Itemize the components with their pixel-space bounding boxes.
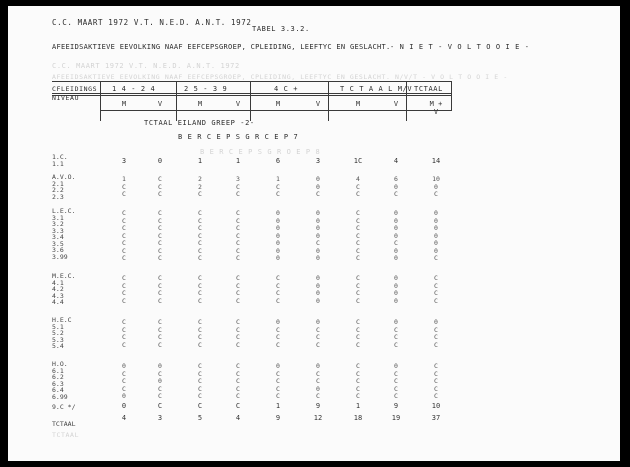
- table-cell: 0 0 0 0: [394, 274, 398, 305]
- sex-col-header: M + V: [429, 100, 443, 116]
- ghost-subtitle: B E R C E P S G R O E P 8: [200, 148, 321, 156]
- onbekend-cell: C: [235, 402, 241, 410]
- table-cell: C C C C: [158, 318, 162, 349]
- ghost-totaal-label: TCTAAL: [52, 431, 80, 439]
- header-rule-bottom: [100, 110, 452, 111]
- table-cell: C C C C C C C: [122, 209, 126, 262]
- totaal-cell: 4: [235, 414, 241, 422]
- table-cell: C C C C: [356, 318, 360, 349]
- table-cell: C C C C: [434, 274, 438, 305]
- table-cell: C C C C: [122, 274, 126, 305]
- totaal-header: TCTAAL: [414, 85, 443, 93]
- subtitle-beroepsgroep: B E R C E P S G R C E P 7: [178, 133, 299, 141]
- age-group-totaal-mv: T C T A A L M/V: [340, 85, 413, 93]
- onbekend-cell: 0: [121, 402, 127, 410]
- group-label: H.E.C 5.1 5.2 5.3 5.4: [52, 316, 72, 350]
- header-line-1: C.C. MAART 1972 V.T. N.E.D. A.N.T. 1972: [52, 18, 252, 27]
- table-cell: 0 C C C: [434, 318, 438, 349]
- header-rule-top: [52, 81, 452, 82]
- totaal-cell: 4: [121, 414, 127, 422]
- table-cell: 0 C C C 0: [122, 362, 126, 400]
- table-cell: C C C C: [158, 274, 162, 305]
- onbekend-cell: 1: [355, 402, 361, 410]
- age-group-25-39: 2 5 - 3 9: [184, 85, 228, 93]
- totaal-cell: 37: [431, 414, 441, 422]
- sex-col-header: M: [275, 100, 281, 108]
- table-cell: C C C C: [356, 274, 360, 305]
- table-cell: C C C C C: [236, 362, 240, 400]
- totaal-cell: 5: [197, 414, 203, 422]
- table-cell: C C C C: [276, 274, 280, 305]
- sex-col-header: V: [235, 100, 241, 108]
- sex-col-header: M: [355, 100, 361, 108]
- header-rule-mid: [52, 93, 452, 94]
- table-cell: 0 0 C: [316, 175, 320, 198]
- onbekend-cell: 1: [275, 402, 281, 410]
- table-cell: 3: [121, 157, 127, 165]
- col-divider-2: [250, 81, 251, 121]
- totaal-cell: 12: [313, 414, 323, 422]
- table-cell: C C C C C C C: [236, 209, 240, 262]
- table-cell: 1 C C: [276, 175, 280, 198]
- table-cell: 0 C C C C: [394, 362, 398, 400]
- row-header-label-1: CFLEIDINGS: [52, 85, 98, 93]
- onbekend-cell: 9: [315, 402, 321, 410]
- totaal-cell: 18: [353, 414, 363, 422]
- table-cell: 6: [275, 157, 281, 165]
- sex-col-header: V: [393, 100, 399, 108]
- table-cell: C C C C C: [356, 362, 360, 400]
- ghost-header-line-2: AFEEIDSAKTIEVE EEVOLKING NAAF EEFCEPSGROEP, CPLEIDING, LEEFTYC EN GESLACHT. N/V/T - V O L T O O I E -: [52, 73, 508, 81]
- table-cell: 0 C C C: [394, 318, 398, 349]
- table-cell: C C C C: [198, 318, 202, 349]
- table-cell: C C C: [158, 175, 162, 198]
- totaal-row-label: TCTAAL: [52, 420, 76, 428]
- group-label: H.O. 6.1 6.2 6.3 6.4 6.99: [52, 360, 68, 401]
- totaal-cell: 9: [275, 414, 281, 422]
- onbekend-cell: 9: [393, 402, 399, 410]
- table-cell: 0 C C C C: [276, 362, 280, 400]
- sex-col-header: V: [157, 100, 163, 108]
- sex-col-header: M: [197, 100, 203, 108]
- group-label: A.V.O. 2.1 2.2 2.3: [52, 173, 76, 201]
- table-cell: C C C C C: [434, 362, 438, 400]
- table-cell: 0 0 0 0 C 0 0: [316, 209, 320, 262]
- table-cell: 0 C C C: [316, 318, 320, 349]
- col-divider-1: [176, 81, 177, 121]
- table-cell: 6 0 C: [394, 175, 398, 198]
- table-cell: C C C C: [198, 274, 202, 305]
- table-cell: C C C C: [236, 274, 240, 305]
- group-label: M.E.C. 4.1 4.2 4.3 4.4: [52, 272, 76, 306]
- onbekend-label: 9.C */: [52, 403, 76, 411]
- group-label: 1.C. 1.1: [52, 153, 68, 168]
- header-line-2: AFEEIDSAKTIEVE EEVOLKING NAAF EEFCEPSGROEP, CPLEIDING, LEEFTYC EN GESLACHT.: [52, 43, 391, 51]
- table-cell: 1: [235, 157, 241, 165]
- totaal-cell: 3: [157, 414, 163, 422]
- table-cell: 1: [197, 157, 203, 165]
- table-cell: 4: [393, 157, 399, 165]
- totaal-cell: 19: [391, 414, 401, 422]
- table-cell: C C C C C C C: [198, 209, 202, 262]
- table-cell: 0 C C C: [276, 318, 280, 349]
- table-cell: 4 C C: [356, 175, 360, 198]
- col-divider-0: [100, 81, 101, 121]
- table-cell: 0 C C 0 C: [316, 362, 320, 400]
- group-label: L.E.C. 3.1 3.2 3.3 3.4 3.5 3.6 3.99: [52, 207, 76, 261]
- onbekend-cell: C: [157, 402, 163, 410]
- table-cell: 0 0 0 0 C 0 0: [394, 209, 398, 262]
- table-cell: 0 0 0 0 0 0 0: [276, 209, 280, 262]
- age-group-14-24: 1 4 - 2 4: [112, 85, 156, 93]
- sex-col-header: V: [315, 100, 321, 108]
- table-cell: C C C C C C C: [356, 209, 360, 262]
- table-cell: 3: [315, 157, 321, 165]
- table-cell: 10 0 C: [432, 175, 440, 198]
- header-status: - N I E T - V O L T O O I E -: [390, 43, 530, 51]
- table-cell: 14: [431, 157, 441, 165]
- col-divider-3: [328, 81, 329, 121]
- subtitle-totaal-eiland: TCTAAL EILAND GREEP -2-: [144, 119, 255, 127]
- col-divider-5: [451, 81, 452, 111]
- table-cell: C C C C: [122, 318, 126, 349]
- document-page: [8, 6, 620, 461]
- table-cell: 0: [157, 157, 163, 165]
- row-header-label-2: NIVEAU: [52, 94, 80, 102]
- table-cell: 0 0 0 0: [316, 274, 320, 305]
- table-cell: 1 C C: [122, 175, 126, 198]
- ghost-header-line-1: C.C. MAART 1972 V.T. N.E.D. A.N.T. 1972: [52, 62, 240, 70]
- onbekend-cell: C: [197, 402, 203, 410]
- table-cell: 0 C 0 C C: [158, 362, 162, 400]
- age-group-40-plus: 4 C +: [274, 85, 299, 93]
- table-cell: C C C C: [236, 318, 240, 349]
- sex-col-header: M: [121, 100, 127, 108]
- table-cell: C C C C C: [198, 362, 202, 400]
- table-number: TABEL 3.3.2.: [252, 25, 310, 33]
- table-cell: 2 2 C: [198, 175, 202, 198]
- table-cell: 3 C C: [236, 175, 240, 198]
- table-cell: C C C C C C C: [158, 209, 162, 262]
- table-cell: 0 0 0 0 0 0 C: [434, 209, 438, 262]
- header-rule-mid-2: [52, 95, 452, 96]
- table-cell: 1C: [353, 157, 363, 165]
- onbekend-cell: 10: [431, 402, 441, 410]
